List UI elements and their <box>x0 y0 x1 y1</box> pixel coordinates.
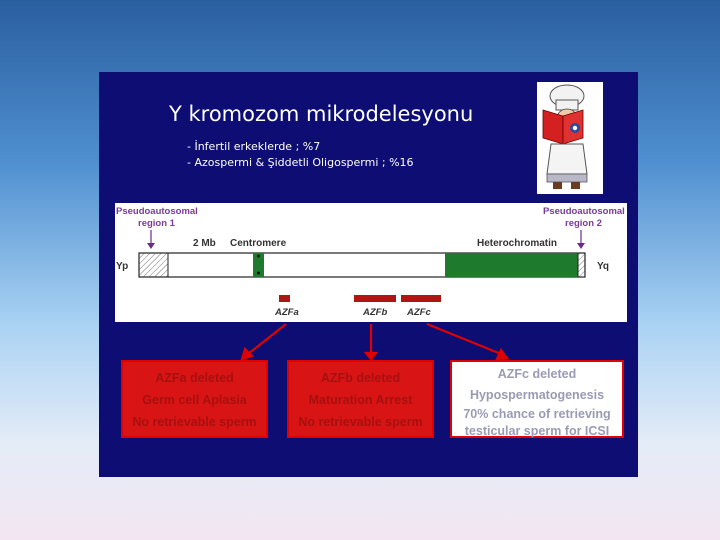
pseudo-region-2-label: Pseudoautosomal <box>543 206 625 217</box>
azfa-sperm-text: No retrievable sperm <box>132 415 257 429</box>
centromere-label: Centromere <box>230 238 287 249</box>
azfb-label: AZFb <box>363 307 388 318</box>
azfc-phenotype-text: Hypospermatogenesis <box>469 388 605 402</box>
azfb-phenotype-text: Maturation Arrest <box>308 393 413 407</box>
bullet-azoospermia: - Azospermi & Şiddetli Oligospermi ; %16 <box>187 156 414 169</box>
azfc-connector <box>427 324 501 354</box>
azfc-chance-text: 70% chance of retrieving <box>463 407 611 421</box>
azfc-label: AZFc <box>407 307 431 318</box>
azfa-outcome-box <box>121 360 268 438</box>
azfa-connector <box>248 324 286 354</box>
slide-title: Y kromozom mikrodelesyonu <box>169 102 474 126</box>
bullet-infertile-men: - İnfertil erkeklerde ; %7 <box>187 140 321 153</box>
yp-label: Yp <box>116 261 129 272</box>
azfb-deleted-text: AZFb deleted <box>320 371 401 385</box>
azfc-outcome-box <box>450 360 624 438</box>
pseudo-region-1-label: Pseudoautosomal <box>116 206 198 217</box>
heterochromatin-label: Heterochromatin <box>477 238 558 249</box>
azfa-deleted-text: AZFa deleted <box>155 371 234 385</box>
pseudo-region-2-sub-label: region 2 <box>565 218 602 229</box>
azfa-phenotype-text: Germ cell Aplasia <box>142 393 247 407</box>
azfc-deleted-text: AZFc deleted <box>497 367 577 381</box>
azfc-icsi-text: testicular sperm for ICSI <box>464 424 610 438</box>
azfb-outcome-box <box>287 360 434 438</box>
yq-label: Yq <box>597 261 610 272</box>
slide <box>99 72 638 477</box>
azfa-label: AZFa <box>275 307 299 318</box>
azfb-sperm-text: No retrievable sperm <box>298 415 423 429</box>
pseudo-region-1-sub-label: region 1 <box>138 218 175 229</box>
size-2mb-label: 2 Mb <box>193 238 216 249</box>
